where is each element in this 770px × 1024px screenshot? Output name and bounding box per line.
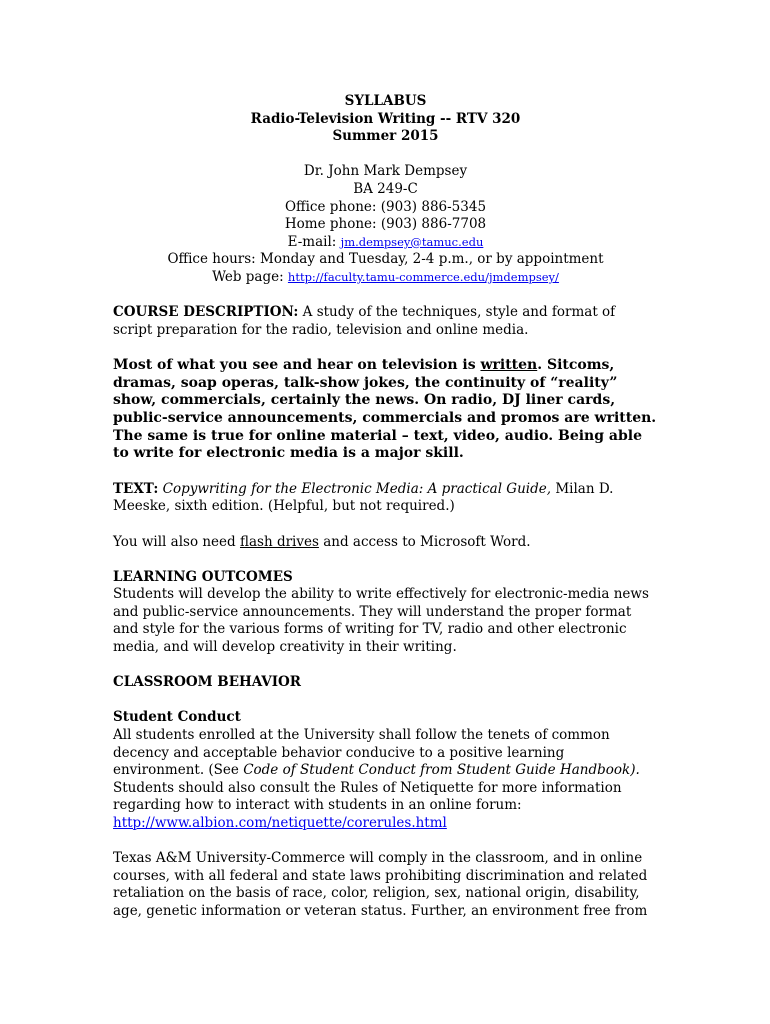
- course-description-label: COURSE DESCRIPTION:: [113, 304, 299, 321]
- office-hours: Office hours: Monday and Tuesday, 2-4 p.m., or by appointment: [167, 251, 604, 268]
- supplies-underlined: flash drives: [239, 533, 319, 550]
- textbook-title: Copywriting for the Electronic Media: A practical Guide,: [158, 480, 552, 497]
- web-page-line: [113, 269, 658, 287]
- course-description: [113, 304, 658, 339]
- emphasis-text-after: . Sitcoms, dramas, soap operas, talk-show jokes, the continuity of “reality” show, commercials, certainly the news. On radio, DJ liner cards, public-service announcements, commercials and promos are written. The same is true for online material – text, video, audio. Being able to write for electronic media is a major skill.: [113, 356, 657, 462]
- written-emphasis-paragraph: [113, 357, 658, 463]
- office-room: BA 249-C: [353, 180, 418, 197]
- learning-outcomes-heading: LEARNING OUTCOMES: [113, 568, 293, 585]
- syllabus-title: SYLLABUS: [344, 93, 427, 109]
- learning-outcomes-section: [113, 569, 658, 657]
- term: Summer 2015: [332, 128, 439, 145]
- student-conduct-heading: Student Conduct: [113, 709, 241, 726]
- email-line: [113, 234, 658, 252]
- text-label: TEXT:: [113, 480, 159, 497]
- learning-outcomes-text: Students will develop the ability to write effectively for electronic-media news and public-service announcements. They will understand the proper format and style for the various forms of writing for TV, radio and other electronic media, and will develop creativity in their writing.: [113, 586, 649, 656]
- textbook-details: Milan D. Meeske, sixth edition. (Helpful, but not required.): [113, 480, 614, 515]
- supplies-line: [113, 534, 658, 552]
- conduct-text-after: Students should also consult the Rules of Netiquette for more information regarding how to interact with students in an online forum:: [113, 779, 622, 814]
- supplies-before: You will also need: [113, 533, 240, 550]
- emphasis-underlined-word: written: [480, 356, 538, 373]
- student-conduct-text: [113, 727, 658, 833]
- classroom-behavior-heading: CLASSROOM BEHAVIOR: [113, 674, 302, 691]
- text-section: [113, 481, 658, 516]
- course-title: Radio-Television Writing -- RTV 320: [250, 110, 521, 127]
- instructor-name: Dr. John Mark Dempsey: [303, 163, 468, 180]
- supplies-after: and access to Microsoft Word.: [318, 533, 531, 550]
- course-description-text: A study of the techniques, style and format of script preparation for the radio, television and online media.: [113, 304, 616, 338]
- web-page-link[interactable]: http://faculty.tamu-commerce.edu/jmdempsey/: [287, 269, 559, 284]
- email-label: E-mail:: [287, 233, 341, 250]
- instructor-contact: [113, 163, 658, 286]
- emphasis-text-before: Most of what you see and hear on television is: [113, 356, 481, 373]
- nondiscrimination-text: Texas A&M University-Commerce will comply in the classroom, and in online courses, with all federal and state laws prohibiting discrimination and related retaliation on the basis of race, color, religion, sex, national origin, disability, age, genetic information or veteran status. Further, an environment free from: [113, 850, 648, 919]
- office-phone: Office phone: (903) 886-5345: [284, 198, 487, 215]
- email-link[interactable]: jm.dempsey@tamuc.edu: [340, 234, 484, 249]
- netiquette-link[interactable]: http://www.albion.com/netiquette/corerules.html: [113, 815, 447, 831]
- conduct-text-before: All students enrolled at the University shall follow the tenets of common decency and acceptable behavior conducive to a positive learning environment. (See: [113, 727, 610, 779]
- web-page-label: Web page:: [212, 268, 288, 285]
- syllabus-header: [113, 93, 658, 146]
- conduct-code-reference: Code of Student Conduct from Student Guide Handbook).: [243, 762, 640, 779]
- student-conduct-section: [113, 709, 658, 832]
- home-phone: Home phone: (903) 886-7708: [284, 216, 487, 233]
- syllabus-page: [113, 93, 658, 921]
